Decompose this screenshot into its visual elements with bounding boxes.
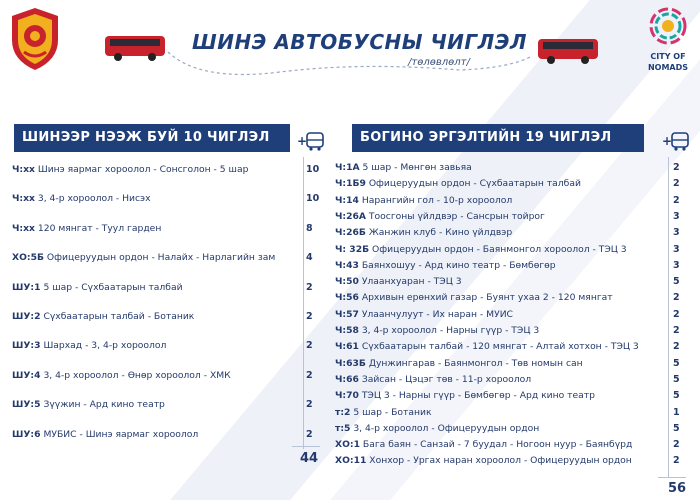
route-bus-count: 5 <box>673 422 680 434</box>
route-bus-count: 2 <box>306 311 313 322</box>
route-name: Зүүжин - Ард кино театр <box>43 399 165 411</box>
city-of-nomads-ring-icon <box>648 6 688 46</box>
bus-icon <box>537 37 599 65</box>
route-row <box>12 397 322 413</box>
route-code: Ч:26Б <box>335 227 366 239</box>
route-bus-count: 2 <box>306 428 313 440</box>
route-code: Ч:43 <box>335 259 359 271</box>
route-row <box>335 274 685 290</box>
route-bus-count: 3 <box>673 227 680 239</box>
route-bus-count: 5 <box>673 276 680 288</box>
route-row <box>335 388 685 404</box>
total-divider <box>292 446 320 447</box>
route-code: ШУ:3 <box>12 340 41 352</box>
route-name: Сүхбаатарын талбай - 120 мянгат - Алтай хотхон - ТЭЦ 3 <box>361 341 639 353</box>
route-name: МУБИС - Шинэ яармаг хороолол <box>43 428 199 440</box>
ulaanbaatar-emblem-icon <box>6 6 64 72</box>
route-code: ШУ:4 <box>12 369 41 381</box>
route-code: Ч:хх <box>12 164 35 175</box>
route-name: Улаанхуаран - ТЭЦ 3 <box>361 276 462 288</box>
route-bus-count: 10 <box>306 193 320 205</box>
route-code: Ч:14 <box>335 194 359 206</box>
route-row <box>335 176 685 192</box>
route-code: Ч:1Б9 <box>335 178 366 190</box>
route-row <box>335 209 685 225</box>
route-code: т:5 <box>335 422 351 434</box>
route-name: Хонхор - Ургах наран хороолол - Офицеруудын ордон <box>369 455 632 467</box>
route-code: Ч:56 <box>335 292 359 304</box>
route-row <box>12 191 322 207</box>
route-code: ХО:5Б <box>12 252 44 264</box>
route-name: Офицеруудын ордон - Баянмонгол хороолол - ТЭЦ 3 <box>372 243 627 255</box>
route-code: Ч:хх <box>12 193 35 205</box>
route-name: 3, 4-р хороолол - Нарны гүүр - ТЭЦ 3 <box>361 325 540 336</box>
route-bus-count: 2 <box>673 178 680 190</box>
route-name: Офицеруудын ордон - Налайх - Нарлагийн зам <box>46 252 276 264</box>
route-code: Ч:63Б <box>335 357 366 369</box>
route-row <box>12 368 322 384</box>
route-code: Ч:26А <box>335 210 366 222</box>
route-row <box>12 338 322 354</box>
route-code: Ч:70 <box>335 390 359 402</box>
route-row <box>335 405 685 421</box>
route-name: Офицеруудын ордон - Сүхбаатарын талбай <box>368 178 581 190</box>
city-of-nomads-logo <box>640 6 696 72</box>
page-subtitle: /төлөвлөлт/ <box>408 57 470 68</box>
route-code: Ч:50 <box>335 276 359 288</box>
route-row <box>335 339 685 355</box>
route-row <box>335 193 685 209</box>
route-row <box>335 242 685 258</box>
route-name: Баянхошуу - Ард кино театр - Бөмбөгөр <box>361 259 556 271</box>
route-name: 5 шар - Ботаник <box>353 406 432 418</box>
route-row <box>12 250 322 266</box>
route-code: ШУ:5 <box>12 399 41 411</box>
route-bus-count: 2 <box>306 340 313 352</box>
route-name: 5 шар - Мөнгөн завьяа <box>362 162 472 173</box>
route-row <box>335 258 685 274</box>
brand-line-1: CITY OF <box>650 52 686 61</box>
route-name: Зайсан - Цэцэг төв - 11-р хороолол <box>361 373 532 385</box>
route-code: Ч:1А <box>335 162 360 173</box>
route-name: 120 мянгат - Туул гарден <box>37 222 162 234</box>
route-row <box>12 221 322 237</box>
route-bus-count: 2 <box>306 399 313 411</box>
route-code: ШУ:2 <box>12 311 41 322</box>
route-code: ХО:1 <box>335 439 360 451</box>
short-routes-heading: БОГИНО ЭРГЭЛТИЙН 19 ЧИГЛЭЛ <box>352 124 644 152</box>
route-row <box>335 421 685 437</box>
brand-line-2: NOMADS <box>647 63 689 72</box>
route-bus-count: 3 <box>673 243 680 255</box>
route-code: Ч:57 <box>335 308 359 320</box>
route-code: ХО:11 <box>335 455 367 467</box>
route-name: Сүхбаатарын талбай - Ботаник <box>43 311 195 322</box>
route-code: Ч:58 <box>335 325 359 336</box>
new-routes-heading: ШИНЭЭР НЭЭЖ БУЙ 10 ЧИГЛЭЛ <box>14 124 290 152</box>
route-code: ШУ:1 <box>12 281 41 293</box>
route-name: 3, 4-р хороолол - Өнөр хороолол - ХМК <box>43 369 231 381</box>
route-bus-count: 2 <box>673 455 680 467</box>
route-bus-count: 2 <box>673 162 680 173</box>
route-bus-count: 2 <box>306 369 313 381</box>
route-bus-count: 2 <box>673 341 680 353</box>
short-routes-total: 56 <box>668 481 687 496</box>
route-name: 3, 4-р хороолол - Нисэх <box>37 193 151 205</box>
route-name: Нарангийн гол - 10-р хороолол <box>361 194 513 206</box>
route-name: Тоосгоны үйлдвэр - Сансрын тойрог <box>368 210 545 222</box>
route-bus-count: 2 <box>673 325 680 336</box>
route-row <box>335 356 685 372</box>
route-code: Ч:хх <box>12 222 35 234</box>
route-name: Улаанчулуут - Их наран - МУИС <box>361 308 513 320</box>
route-bus-count: 2 <box>673 292 680 304</box>
route-code: т:2 <box>335 406 351 418</box>
plus-bus-icon <box>297 130 325 152</box>
route-bus-count: 5 <box>673 373 680 385</box>
route-bus-count: 4 <box>306 252 313 264</box>
route-bus-count: 3 <box>673 210 680 222</box>
bus-icon <box>104 34 166 62</box>
svg-text:+: + <box>297 134 308 148</box>
route-row <box>335 160 685 176</box>
new-routes-total: 44 <box>300 451 319 466</box>
route-bus-count: 5 <box>673 390 680 402</box>
route-name: Жанжин клуб - Кино үйлдвэр <box>368 227 513 239</box>
route-code: Ч:61 <box>335 341 359 353</box>
route-bus-count: 1 <box>673 406 680 418</box>
page-title: ШИНЭ АВТОБУСНЫ ЧИГЛЭЛ <box>192 30 528 54</box>
route-row <box>335 307 685 323</box>
route-row <box>335 323 685 339</box>
route-name: Архивын ерөнхий газар - Буянт ухаа 2 - 120 мянгат <box>361 292 613 304</box>
route-row <box>335 225 685 241</box>
route-row <box>335 437 685 453</box>
route-row <box>12 309 322 325</box>
route-name: 5 шар - Сүхбаатарын талбай <box>43 281 183 293</box>
total-divider <box>658 477 686 478</box>
plus-bus-icon <box>662 130 690 152</box>
route-bus-count: 8 <box>306 222 313 234</box>
svg-text:+: + <box>662 134 673 148</box>
route-row <box>12 427 322 443</box>
route-row <box>12 280 322 296</box>
route-name: Шинэ яармаг хороолол - Сонсголон - 5 шар <box>37 164 249 175</box>
route-code: Ч: 32Б <box>335 243 370 255</box>
route-bus-count: 2 <box>673 194 680 206</box>
route-code: Ч:66 <box>335 373 359 385</box>
route-bus-count: 3 <box>673 259 680 271</box>
route-row <box>335 290 685 306</box>
route-name: Дунжингарав - Баянмонгол - Төв номын сан <box>368 357 583 369</box>
route-name: Бага баян - Санзай - 7 буудал - Ногоон нуур - Баянбүрд <box>362 439 633 451</box>
route-bus-count: 10 <box>306 164 320 175</box>
route-bus-count: 2 <box>306 281 313 293</box>
route-row <box>12 162 322 178</box>
route-name: Шархад - 3, 4-р хороолол <box>43 340 167 352</box>
route-name: ТЭЦ 3 - Нарны гүүр - Бөмбөгөр - Ард кино театр <box>361 390 595 402</box>
route-row <box>335 372 685 388</box>
route-row <box>335 453 685 469</box>
route-code: ШУ:6 <box>12 428 41 440</box>
route-bus-count: 5 <box>673 357 680 369</box>
route-name: 3, 4-р хороолол - Офицеруудын ордон <box>353 422 540 434</box>
route-bus-count: 2 <box>673 439 680 451</box>
route-bus-count: 2 <box>673 308 680 320</box>
